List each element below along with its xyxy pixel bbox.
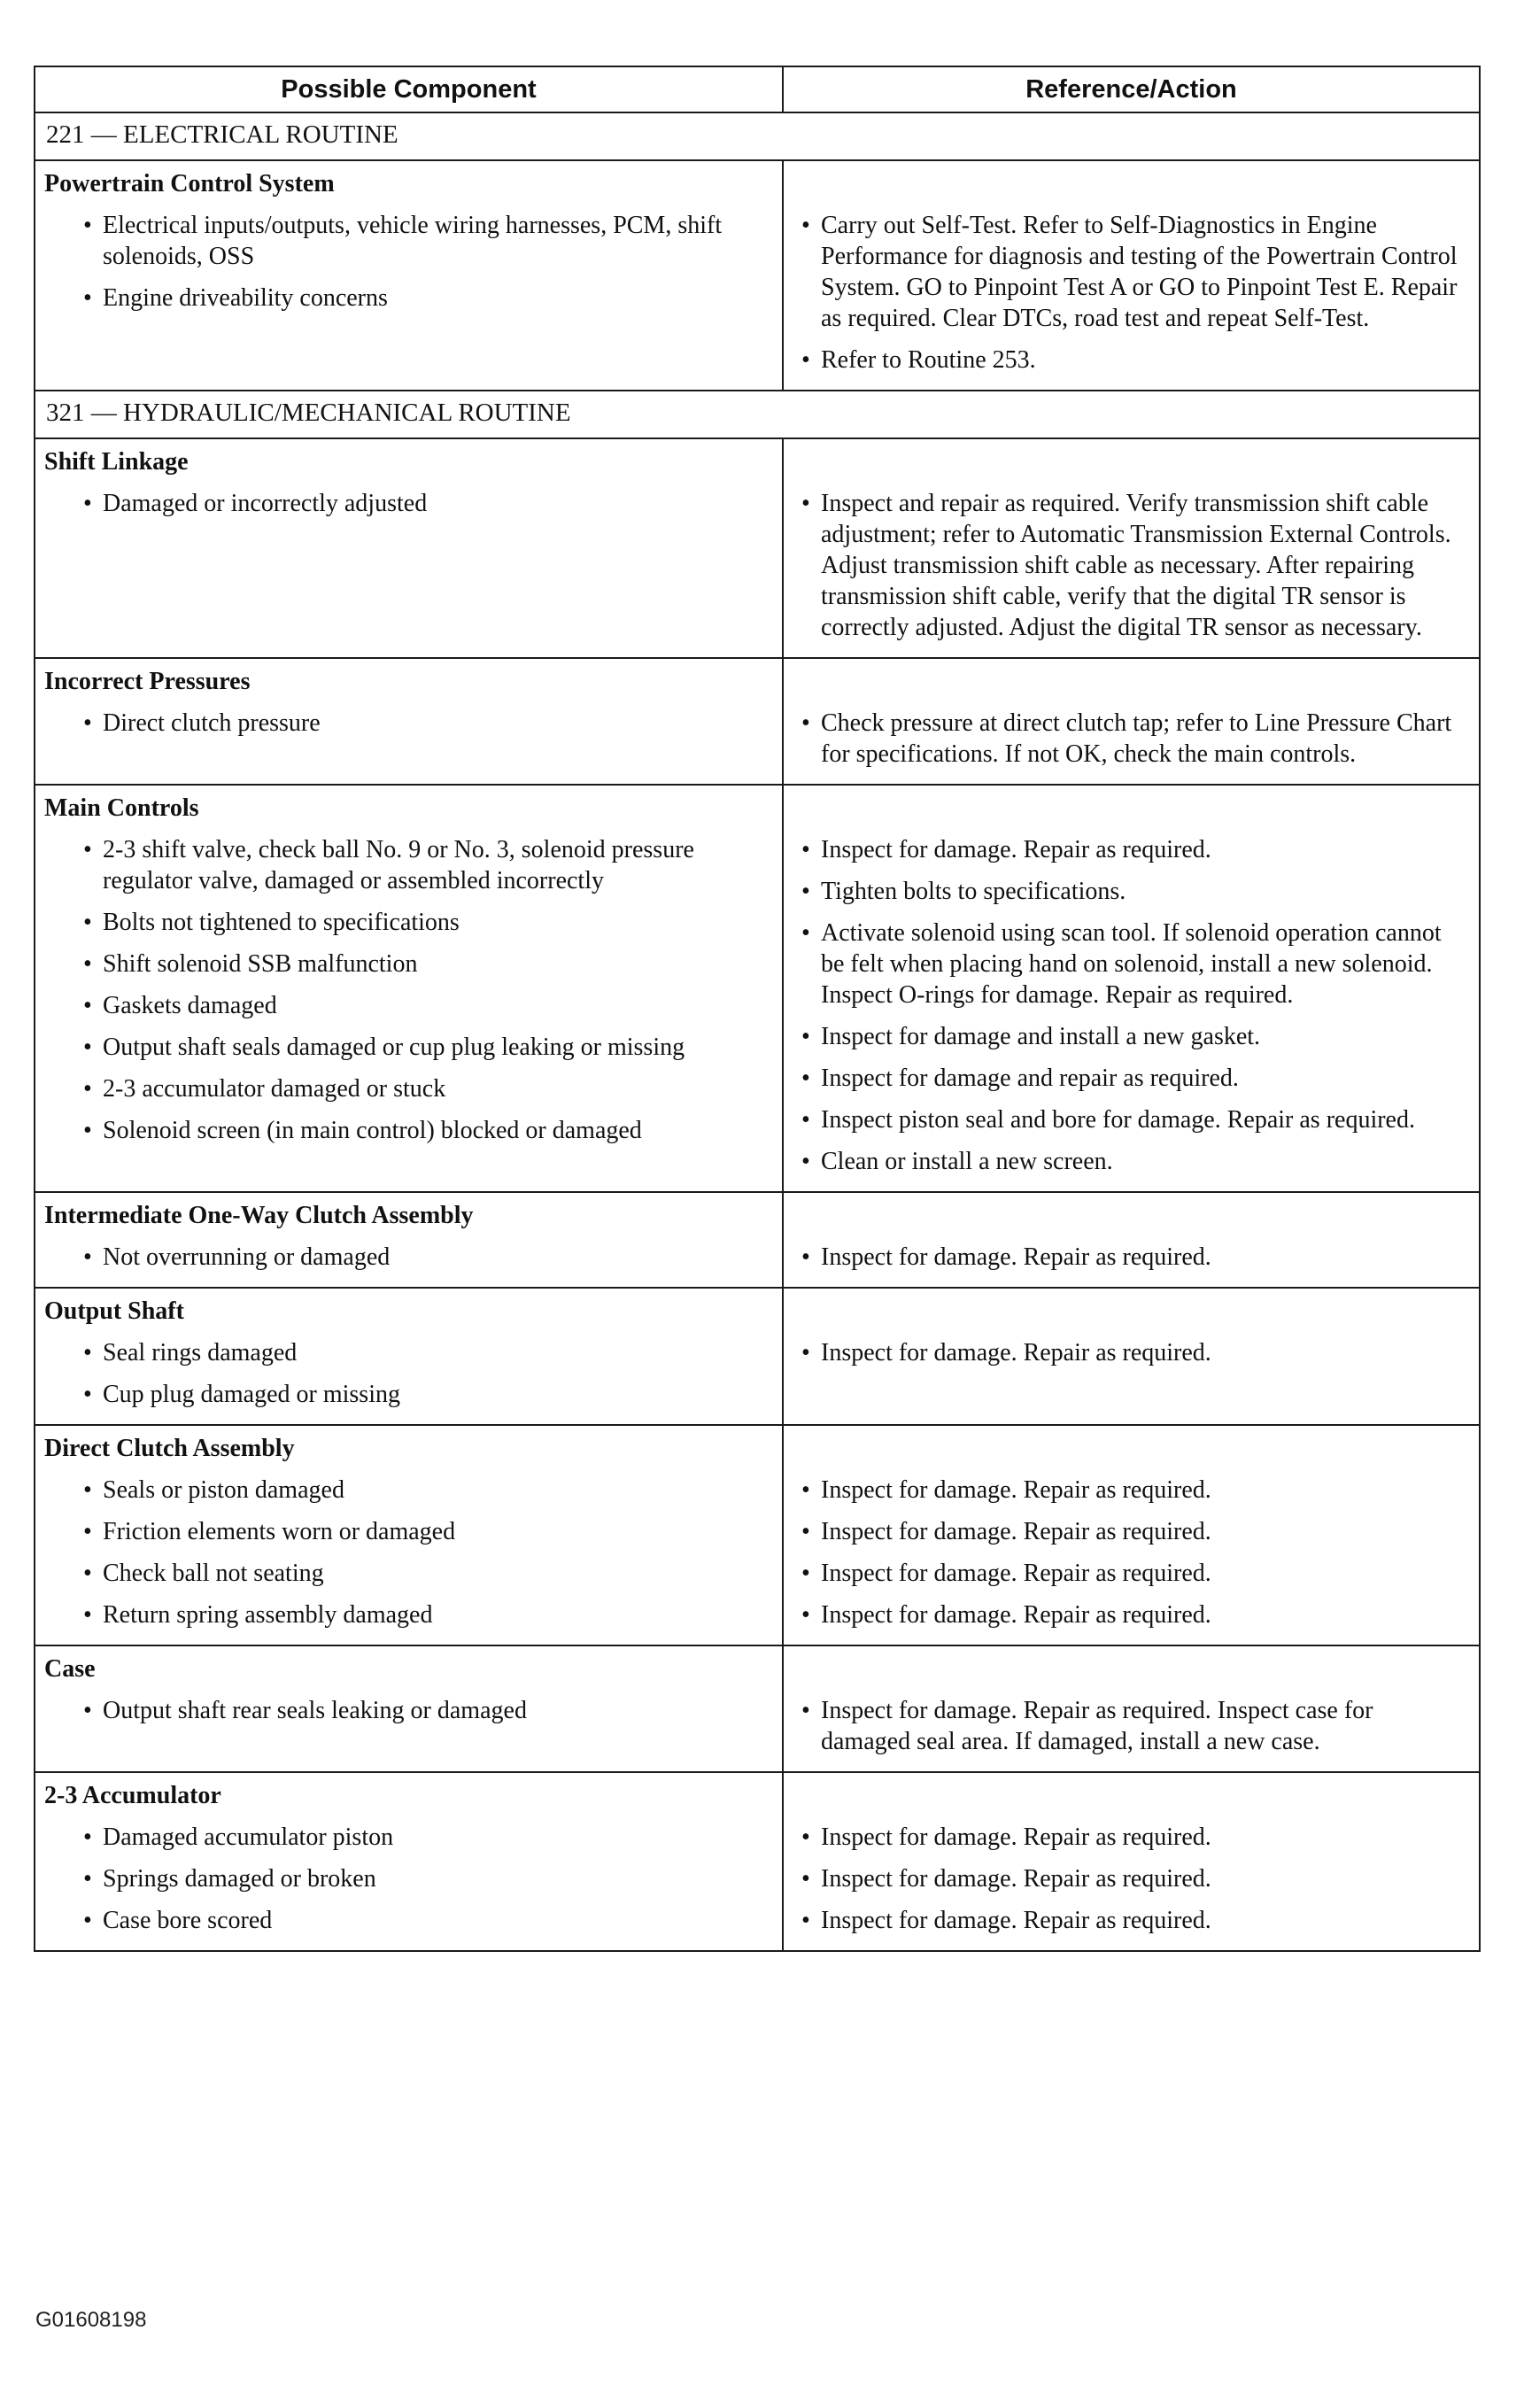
component-item-text: Damaged accumulator piston [103,1823,394,1851]
component-item-text: Electrical inputs/outputs, vehicle wiring harnesses, PCM, shift solenoids, OSS [103,212,723,270]
component-item-text: Direct clutch pressure [103,709,321,737]
bullet-icon: • [801,1518,810,1545]
component-item-text: Case bore scored [103,1907,273,1934]
bullet-icon: • [83,1560,92,1587]
action-item [784,912,1472,1016]
component-item [35,1332,782,1374]
bullet-icon: • [83,1518,92,1545]
component-item-text: Output shaft rear seals leaking or damaged [103,1697,527,1724]
routine-row [35,112,1480,160]
component-heading: Intermediate One-Way Clutch Assembly [44,1202,474,1229]
component-item [35,829,782,902]
action-item [784,1016,1472,1057]
component-item-text: Output shaft seals damaged or cup plug leaking or missing [103,1034,685,1061]
bullet-icon: • [83,212,92,239]
bullet-icon: • [83,1117,92,1144]
column-header-component: Possible Component [35,66,783,112]
bullet-icon: • [83,1907,92,1934]
component-item [35,985,782,1026]
action-item [784,829,1472,871]
component-heading: Powertrain Control System [44,170,335,197]
bullet-icon: • [801,1023,810,1050]
action-item [784,1594,1472,1636]
bullet-icon: • [801,212,810,239]
action-item-text: Inspect for damage. Repair as required. [821,1865,1211,1893]
bullet-icon: • [801,878,810,905]
bullet-icon: • [83,1075,92,1103]
action-spacer [784,439,1472,483]
component-item-text: Solenoid screen (in main control) blocked or damaged [103,1117,642,1144]
component-item [35,1816,782,1858]
component-item [35,1858,782,1900]
action-item [784,205,1472,339]
component-item [35,1469,782,1511]
component-item-text: Damaged or incorrectly adjusted [103,490,428,517]
component-group-row [35,1288,1480,1425]
action-item [784,1141,1472,1182]
action-spacer [784,1773,1472,1816]
component-cell [35,1645,783,1772]
action-item-text: Tighten bolts to specifications. [821,878,1126,905]
action-item-text: Inspect for damage. Repair as required. [821,1476,1211,1504]
bullet-icon: • [801,1823,810,1851]
bullet-icon: • [801,919,810,947]
bullet-icon: • [801,1601,810,1629]
action-item [784,1469,1472,1511]
component-item [35,1552,782,1594]
bullet-icon: • [83,992,92,1019]
component-heading: Shift Linkage [44,448,189,476]
bullet-icon: • [83,950,92,978]
component-group-row [35,1192,1480,1288]
bullet-icon: • [801,1476,810,1504]
component-group-row [35,1425,1480,1645]
bullet-icon: • [83,909,92,936]
bullet-icon: • [83,1476,92,1504]
component-item [35,483,782,524]
bullet-icon: • [801,1148,810,1175]
action-item [784,483,1472,648]
action-item-text: Inspect for damage. Repair as required. [821,1518,1211,1545]
component-item [35,1511,782,1552]
component-item-text: Gaskets damaged [103,992,277,1019]
component-item-text: Cup plug damaged or missing [103,1381,400,1408]
bullet-icon: • [801,709,810,737]
action-item-text: Check pressure at direct clutch tap; refer to Line Pressure Chart for specifications. If not OK, check the main controls. [821,709,1452,768]
action-item-text: Carry out Self-Test. Refer to Self-Diagnostics in Engine Performance for diagnosis and testing of the Powertrain Control System. GO to Pinpoint Test A or GO to Pinpoint Test E. Repair as required. Clear DTCs, road test and repeat Self-Test. [821,212,1458,332]
bullet-icon: • [83,1865,92,1893]
component-item-text: Engine driveability concerns [103,284,388,312]
component-group-row [35,785,1480,1192]
action-item [784,1099,1472,1141]
bullet-icon: • [83,1823,92,1851]
action-spacer [784,1289,1472,1332]
action-spacer [784,1193,1472,1236]
action-item-text: Inspect for damage. Repair as required. [821,1907,1211,1934]
component-item-text: 2-3 shift valve, check ball No. 9 or No. 3, solenoid pressure regulator valve, damaged or assembled incorrectly [103,836,694,894]
action-item [784,1690,1472,1762]
component-item [35,277,782,319]
component-item [35,1110,782,1151]
routine-title: 221 — ELECTRICAL ROUTINE [35,112,1480,160]
component-group-row [35,438,1480,658]
bullet-icon: • [83,1601,92,1629]
component-group-row [35,1772,1480,1951]
bullet-icon: • [83,1381,92,1408]
column-header-action: Reference/Action [783,66,1480,112]
action-spacer [784,1426,1472,1469]
action-item-text: Activate solenoid using scan tool. If solenoid operation cannot be felt when placing hand on solenoid, install a new solenoid. Inspect O-rings for damage. Repair as required. [821,919,1442,1009]
component-heading: 2-3 Accumulator [44,1782,221,1809]
component-item-text: Seal rings damaged [103,1339,298,1367]
action-cell [783,1645,1480,1772]
component-heading: Case [44,1655,96,1683]
action-item [784,1236,1472,1278]
component-item [35,702,782,744]
component-item [35,205,782,277]
component-item-text: Bolts not tightened to specifications [103,909,460,936]
diagnostic-document [34,66,1479,1952]
bullet-icon: • [801,1339,810,1367]
action-item-text: Inspect for damage and install a new gasket. [821,1023,1261,1050]
bullet-icon: • [83,709,92,737]
action-item-text: Inspect for damage. Repair as required. [821,1339,1211,1367]
action-cell [783,658,1480,785]
component-item [35,1068,782,1110]
bullet-icon: • [83,1243,92,1271]
action-item-text: Inspect for damage. Repair as required. [821,1560,1211,1587]
action-item [784,1552,1472,1594]
action-cell [783,438,1480,658]
action-item-text: Inspect for damage. Repair as required. [821,1601,1211,1629]
action-spacer [784,161,1472,205]
action-cell [783,1772,1480,1951]
bullet-icon: • [801,1560,810,1587]
action-item-text: Inspect piston seal and bore for damage. Repair as required. [821,1106,1415,1134]
component-item-text: Shift solenoid SSB malfunction [103,950,418,978]
bullet-icon: • [83,836,92,863]
component-group-row [35,160,1480,391]
component-group-row [35,1645,1480,1772]
component-item [35,1236,782,1278]
figure-id-caption: G01608198 [35,2308,147,2332]
component-item-text: Friction elements worn or damaged [103,1518,456,1545]
component-item [35,1374,782,1415]
action-item-empty [801,1379,1465,1410]
diagnosis-table [34,66,1481,1952]
action-item [784,1511,1472,1552]
bullet-icon: • [83,1034,92,1061]
component-item-text: Seals or piston damaged [103,1476,344,1504]
table-header-row [35,66,1480,112]
action-item [784,702,1472,775]
component-item-text: Check ball not seating [103,1560,324,1587]
bullet-icon: • [801,1065,810,1092]
component-item [35,1594,782,1636]
component-item [35,1900,782,1941]
action-item [784,1816,1472,1858]
component-item [35,1690,782,1731]
action-item [784,1374,1472,1415]
bullet-icon: • [83,490,92,517]
component-item [35,1026,782,1068]
action-item-text: Inspect for damage. Repair as required. [821,836,1211,863]
action-item-text: Inspect for damage and repair as required. [821,1065,1239,1092]
routine-row [35,391,1480,438]
action-item [784,339,1472,381]
component-item-text: Not overrunning or damaged [103,1243,391,1271]
component-cell [35,658,783,785]
action-spacer [784,1646,1472,1690]
action-spacer [784,786,1472,829]
routine-title: 321 — HYDRAULIC/MECHANICAL ROUTINE [35,391,1480,438]
component-cell [35,438,783,658]
action-cell [783,1288,1480,1425]
bullet-icon: • [801,1697,810,1724]
action-item [784,1900,1472,1941]
action-cell [783,160,1480,391]
action-cell [783,785,1480,1192]
component-cell [35,785,783,1192]
action-cell [783,1425,1480,1645]
component-item [35,902,782,943]
bullet-icon: • [83,1697,92,1724]
action-item-text: Inspect for damage. Repair as required. [821,1243,1211,1271]
bullet-icon: • [801,490,810,517]
bullet-icon: • [83,1339,92,1367]
bullet-icon: • [801,1865,810,1893]
component-heading: Direct Clutch Assembly [44,1435,295,1462]
bullet-icon: • [801,346,810,374]
component-cell [35,1288,783,1425]
component-heading: Output Shaft [44,1297,184,1325]
action-item [784,1332,1472,1374]
component-item-text: Springs damaged or broken [103,1865,376,1893]
component-item [35,943,782,985]
bullet-icon: • [801,1907,810,1934]
table-body [35,112,1480,1951]
action-spacer [784,659,1472,702]
action-item [784,1858,1472,1900]
action-item-text: Inspect and repair as required. Verify transmission shift cable adjustment; refer to Automatic Transmission External Controls. Adjust transmission shift cable as necessary. After repairing transmission shift cable, verify that the digital TR sensor is correctly adjusted. Adjust the digital TR sensor as necessary. [821,490,1451,641]
bullet-icon: • [83,284,92,312]
component-group-row [35,658,1480,785]
component-item-text: Return spring assembly damaged [103,1601,433,1629]
component-cell [35,1192,783,1288]
bullet-icon: • [801,836,810,863]
action-item-text: Clean or install a new screen. [821,1148,1113,1175]
action-item-text: Inspect for damage. Repair as required. Inspect case for damaged seal area. If damaged, install a new case. [821,1697,1373,1755]
action-item-text: Inspect for damage. Repair as required. [821,1823,1211,1851]
component-cell [35,1772,783,1951]
bullet-icon: • [801,1243,810,1271]
component-item-text: 2-3 accumulator damaged or stuck [103,1075,446,1103]
component-heading: Main Controls [44,794,199,822]
bullet-icon: • [801,1106,810,1134]
action-cell [783,1192,1480,1288]
component-cell [35,1425,783,1645]
component-heading: Incorrect Pressures [44,668,251,695]
action-item-text: Refer to Routine 253. [821,346,1036,374]
component-cell [35,160,783,391]
action-item [784,1057,1472,1099]
action-item [784,871,1472,912]
